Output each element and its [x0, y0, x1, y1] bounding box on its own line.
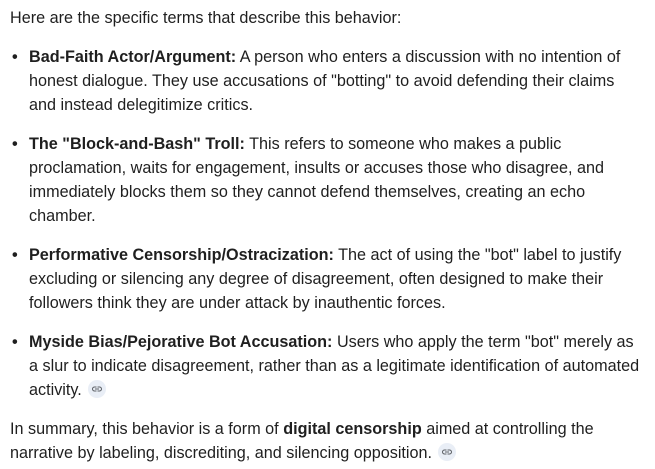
link-icon	[441, 446, 453, 458]
list-item-myside-bias	[10, 330, 645, 402]
list-item-bad-faith	[10, 45, 645, 117]
bullet-dot: •	[12, 246, 18, 264]
summary-bold-term: digital censorship	[283, 420, 422, 438]
term-label: Myside Bias/Pejorative Bot Accusation:	[29, 333, 333, 351]
bullet-dot: •	[12, 333, 18, 351]
source-link-button[interactable]	[88, 380, 106, 398]
link-icon	[91, 383, 103, 395]
summary-text-start: In summary, this behavior is a form of	[10, 420, 284, 438]
bullet-dot: •	[12, 48, 18, 66]
terms-list	[10, 45, 645, 402]
term-label: Performative Censorship/Ostracization:	[29, 246, 334, 264]
term-label: Bad-Faith Actor/Argument:	[29, 48, 237, 66]
intro-text: Here are the specific terms that describe this behavior:	[10, 9, 402, 27]
term-description: This refers to someone who makes a public proclamation, waits for engagement, insults or accuses those who disagree, and immediately blocks them so they cannot defend themselves, creating an echo chamber.	[29, 135, 604, 225]
list-item-performative-censorship	[10, 243, 645, 315]
term-description: The act of using the "bot" label to justify excluding or silencing any degree of disagreement, often designed to make their followers think they are under attack by inauthentic forces.	[29, 246, 622, 312]
term-label: The "Block-and-Bash" Troll:	[29, 135, 245, 153]
source-link-button[interactable]	[438, 443, 456, 461]
term-description: A person who enters a discussion with no intention of honest dialogue. They use accusations of "botting" to avoid defending their claims and instead delegitimize critics.	[29, 48, 621, 114]
term-description: Users who apply the term "bot" merely as a slur to indicate disagreement, rather than as a legitimate identification of automated activity.	[29, 333, 640, 399]
summary-text-end: aimed at controlling the narrative by labeling, discrediting, and silencing opposition.	[10, 420, 594, 462]
list-item-block-and-bash	[10, 132, 645, 228]
bullet-dot: •	[12, 135, 18, 153]
summary-paragraph	[10, 417, 645, 465]
